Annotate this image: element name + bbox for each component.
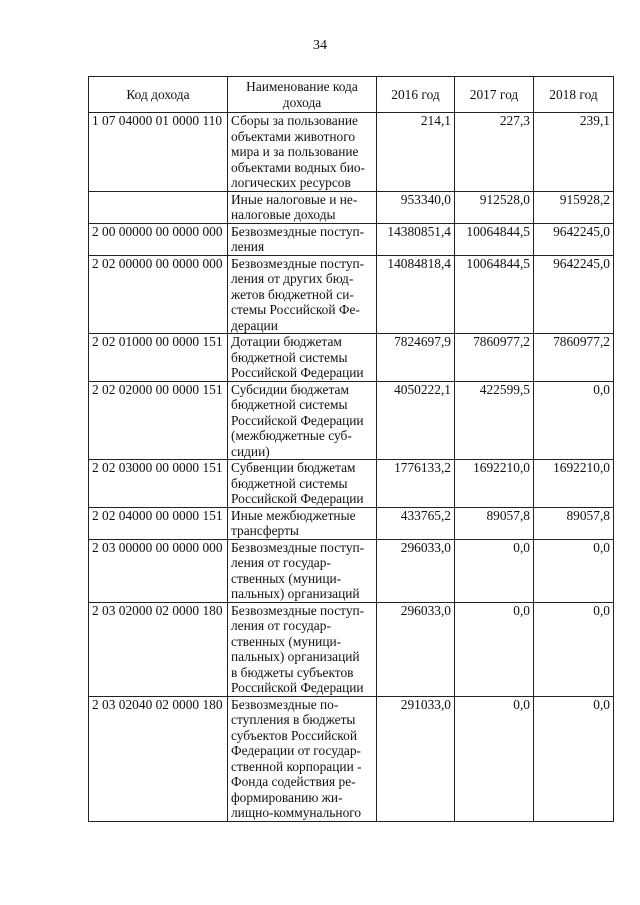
income-name-line: ственных (муници-	[231, 633, 342, 649]
income-name-line: бюджетной системы	[231, 397, 348, 412]
income-code-cell: 2 03 02000 02 0000 180	[89, 602, 228, 696]
value-2016-cell: 433765,2	[377, 507, 455, 539]
value-2018-cell: 7860977,2	[534, 334, 614, 382]
income-name-line: мира и за пользование	[231, 144, 359, 159]
income-code-cell: 2 02 00000 00 0000 000	[89, 255, 228, 334]
income-name-line: ления	[231, 239, 265, 254]
table-row	[89, 334, 614, 382]
table-row	[89, 696, 614, 821]
table-body	[89, 113, 614, 822]
income-name-line: дерации	[231, 317, 278, 333]
value-2016-cell: 296033,0	[377, 539, 455, 602]
value-2016-cell: 1776133,2	[377, 460, 455, 508]
income-code-cell: 2 02 02000 00 0000 151	[89, 381, 228, 460]
income-name-line: сидии)	[231, 443, 270, 459]
table-row	[89, 602, 614, 696]
income-code-cell: 2 03 02040 02 0000 180	[89, 696, 228, 821]
income-name-line: бюджетной системы	[231, 475, 348, 491]
income-name-line: Безвозмездные поступ-	[231, 223, 365, 239]
value-2017-cell: 10064844,5	[455, 223, 534, 255]
income-name-line: Федерации от государ-	[231, 743, 362, 758]
header-2018: 2018 год	[534, 77, 614, 113]
header-2016: 2016 год	[377, 77, 455, 113]
income-name-line: Субвенции бюджетам	[231, 460, 356, 475]
income-code-cell	[89, 191, 228, 223]
value-2018-cell: 0,0	[534, 539, 614, 602]
table-row	[89, 223, 614, 255]
income-code-cell: 2 02 03000 00 0000 151	[89, 460, 228, 508]
income-name-line: логических ресурсов	[231, 175, 351, 190]
income-name-line: пальных) организаций	[231, 586, 360, 601]
income-name-line: Фонда содействия ре-	[231, 774, 356, 789]
income-name-cell	[228, 191, 377, 223]
value-2017-cell: 227,3	[455, 113, 534, 192]
income-name-line: объектами водных био-	[231, 159, 366, 175]
income-name-line: Безвозмездные поступ-	[231, 602, 365, 618]
income-name-cell	[228, 602, 377, 696]
table-row	[89, 255, 614, 334]
income-name-cell	[228, 539, 377, 602]
income-name-line: Иные межбюджетные	[231, 507, 356, 523]
income-code-cell: 2 02 01000 00 0000 151	[89, 334, 228, 382]
income-table	[88, 76, 614, 822]
income-name-line: Российской Федерации	[231, 412, 364, 428]
income-name-line: ления от государ-	[231, 555, 331, 570]
value-2018-cell: 0,0	[534, 602, 614, 696]
value-2018-cell: 0,0	[534, 381, 614, 460]
value-2017-cell: 10064844,5	[455, 255, 534, 334]
income-name-cell	[228, 381, 377, 460]
income-name-line: стемы Российской Фе-	[231, 302, 360, 317]
income-name-line: ления от государ-	[231, 618, 331, 633]
value-2016-cell: 953340,0	[377, 191, 455, 223]
income-name-line: налоговые доходы	[231, 207, 336, 222]
income-name-cell	[228, 113, 377, 192]
table-row	[89, 460, 614, 508]
income-name-line: Субсидии бюджетам	[231, 381, 349, 397]
value-2016-cell: 7824697,9	[377, 334, 455, 382]
value-2017-cell: 0,0	[455, 696, 534, 821]
income-name-line: субъектов Российской	[231, 727, 357, 743]
income-name-line: Безвозмездные поступ-	[231, 255, 365, 271]
value-2016-cell: 214,1	[377, 113, 455, 192]
value-2018-cell: 239,1	[534, 113, 614, 192]
income-name-line: пальных) организаций	[231, 649, 360, 664]
income-name-cell	[228, 223, 377, 255]
value-2018-cell: 9642245,0	[534, 223, 614, 255]
value-2018-cell: 9642245,0	[534, 255, 614, 334]
income-name-cell	[228, 507, 377, 539]
table-row	[89, 113, 614, 192]
table-row	[89, 539, 614, 602]
value-2018-cell: 915928,2	[534, 191, 614, 223]
income-name-line: лищно-коммунального	[231, 805, 362, 820]
income-name-line: ственных (муници-	[231, 570, 342, 586]
income-name-cell	[228, 334, 377, 382]
header-2017: 2017 год	[455, 77, 534, 113]
income-name-line: Российской Федерации	[231, 491, 364, 506]
header-code: Код дохода	[89, 77, 228, 113]
table-row	[89, 191, 614, 223]
income-name-line: формированию жи-	[231, 789, 343, 805]
value-2016-cell: 14380851,4	[377, 223, 455, 255]
value-2016-cell: 4050222,1	[377, 381, 455, 460]
table-header-row	[89, 77, 614, 113]
income-code-cell: 1 07 04000 01 0000 110	[89, 113, 228, 192]
value-2018-cell: 89057,8	[534, 507, 614, 539]
value-2017-cell: 1692210,0	[455, 460, 534, 508]
value-2017-cell: 7860977,2	[455, 334, 534, 382]
page-number: 34	[313, 38, 327, 53]
value-2016-cell: 296033,0	[377, 602, 455, 696]
income-name-line: ления от других бюд-	[231, 271, 354, 286]
income-name-line: ступления в бюджеты	[231, 712, 356, 727]
income-name-line: (межбюджетные суб-	[231, 428, 352, 443]
value-2017-cell: 89057,8	[455, 507, 534, 539]
value-2018-cell: 1692210,0	[534, 460, 614, 508]
value-2017-cell: 422599,5	[455, 381, 534, 460]
value-2017-cell: 0,0	[455, 539, 534, 602]
income-code-cell: 2 03 00000 00 0000 000	[89, 539, 228, 602]
value-2016-cell: 291033,0	[377, 696, 455, 821]
income-name-cell	[228, 255, 377, 334]
income-name-line: объектами животного	[231, 128, 356, 144]
table-row	[89, 381, 614, 460]
income-code-cell: 2 00 00000 00 0000 000	[89, 223, 228, 255]
income-name-line: жетов бюджетной си-	[231, 286, 354, 302]
income-name-line: Российской Федерации	[231, 365, 364, 380]
income-name-line: Безвозмездные по-	[231, 696, 339, 712]
value-2017-cell: 0,0	[455, 602, 534, 696]
income-name-line: Дотации бюджетам	[231, 334, 342, 349]
table-row	[89, 507, 614, 539]
income-code-cell: 2 02 04000 00 0000 151	[89, 507, 228, 539]
income-name-line: Безвозмездные поступ-	[231, 539, 365, 555]
income-name-line: в бюджеты субъектов	[231, 664, 354, 680]
income-name-line: Российской Федерации	[231, 680, 364, 695]
income-name-cell	[228, 460, 377, 508]
value-2017-cell: 912528,0	[455, 191, 534, 223]
income-name-line: ственной корпорации -	[231, 758, 362, 774]
header-name: Наименование кода дохода	[228, 77, 377, 113]
income-name-cell	[228, 696, 377, 821]
value-2018-cell: 0,0	[534, 696, 614, 821]
income-name-line: бюджетной системы	[231, 349, 348, 365]
value-2016-cell: 14084818,4	[377, 255, 455, 334]
income-name-line: трансферты	[231, 523, 299, 538]
income-name-line: Сборы за пользование	[231, 113, 358, 128]
income-name-line: Иные налоговые и не-	[231, 191, 358, 207]
